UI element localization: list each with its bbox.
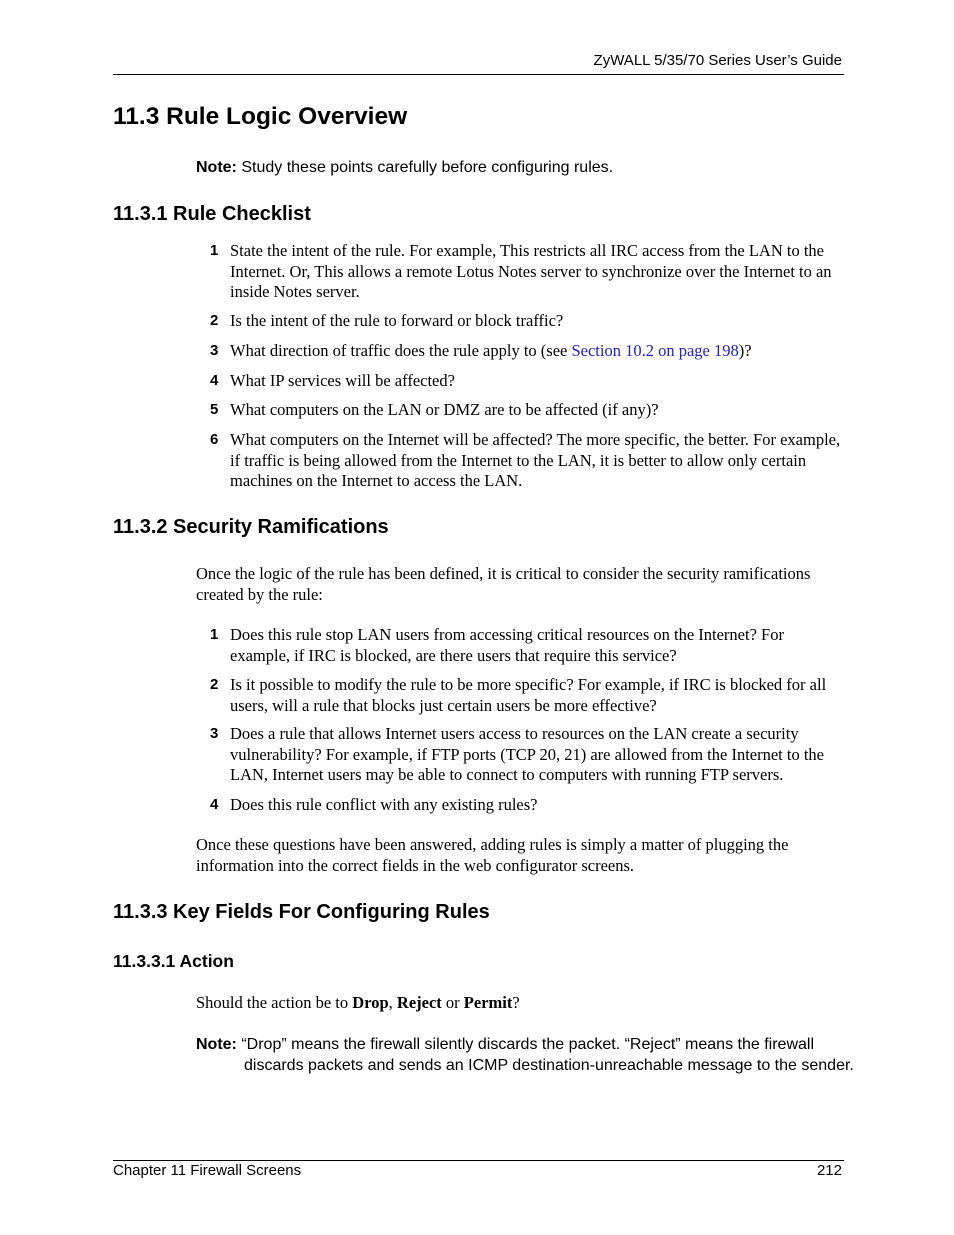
note-text: Study these points carefully before configuring rules. (236, 159, 614, 176)
security-heading: 11.3.2 Security Ramifications (113, 516, 389, 538)
item-text: What computers on the LAN or DMZ are to be affected (if any)? (230, 400, 659, 419)
footer-divider (113, 1160, 844, 1161)
checklist-item (196, 430, 842, 492)
checklist-item (196, 400, 842, 421)
checklist-heading: 11.3.1 Rule Checklist (113, 203, 311, 225)
note-text: “Drop” means the firewall silently discards the packet. “Reject” means the firewall discards packets and sends an ICMP destination-unreachable message to the sender. (236, 1036, 854, 1074)
option-reject: Reject (396, 993, 442, 1012)
item-number: 2 (210, 676, 219, 693)
action-question-prefix: Should the action be to (196, 993, 353, 1012)
item-number: 3 (210, 342, 219, 359)
action-question (196, 993, 846, 1014)
key-fields-heading: 11.3.3 Key Fields For Configuring Rules (113, 901, 490, 923)
note-label: Note: (196, 1036, 237, 1053)
checklist-item (196, 241, 842, 303)
security-intro: Once the logic of the rule has been defined, it is critical to consider the security ramifications created by the rule: (196, 564, 811, 604)
security-outro: Once these questions have been answered, adding rules is simply a matter of plugging the information into the correct fields in the web configurator screens. (196, 835, 789, 875)
item-text: Is it possible to modify the rule to be more specific? For example, if IRC is blocked for all users, will a rule that blocks just certain users be more effective? (230, 675, 827, 715)
running-header: ZyWALL 5/35/70 Series User’s Guide (593, 52, 842, 69)
note-block (196, 157, 846, 178)
section-heading: 11.3 Rule Logic Overview (113, 103, 408, 130)
item-number: 1 (210, 626, 219, 643)
item-number: 4 (210, 796, 219, 813)
item-text-before: What direction of traffic does the rule apply to (see (230, 341, 572, 360)
item-text: What computers on the Internet will be affected? The more specific, the better. For example, if traffic is being allowed from the Internet to the LAN, it is better to allow only certain machines on the Internet to access the LAN. (230, 430, 841, 490)
item-text-after: )? (738, 341, 752, 360)
security-item (196, 675, 842, 717)
page-number: 212 (816, 1162, 842, 1179)
action-question-suffix: ? (512, 993, 520, 1012)
item-number: 5 (210, 401, 219, 418)
item-text: Does this rule conflict with any existing rules? (230, 795, 538, 814)
note-label: Note: (196, 159, 237, 176)
item-text: What IP services will be affected? (230, 371, 455, 390)
item-number: 1 (210, 242, 219, 259)
option-drop: Drop (352, 993, 389, 1012)
item-text: State the intent of the rule. For example, This restricts all IRC access from the LAN to the Internet. Or, This allows a remote Lotus Notes server to synchronize over the Internet to an inside Notes server. (230, 241, 832, 301)
checklist-item (196, 341, 842, 362)
section-10-2-link[interactable]: Section 10.2 on page 198 (571, 341, 739, 360)
action-note (196, 1034, 864, 1076)
item-number: 6 (210, 431, 219, 448)
security-item (196, 795, 842, 816)
action-heading: 11.3.3.1 Action (113, 951, 234, 971)
item-number: 3 (210, 725, 219, 742)
security-item (196, 724, 842, 786)
item-text: Does a rule that allows Internet users access to resources on the LAN create a security vulnerability? For example, if FTP ports (TCP 20, 21) are allowed from the Internet to the LAN, Internet users may be able to connect to computers with running FTP servers. (230, 724, 825, 784)
checklist-item (196, 311, 842, 332)
checklist-item (196, 371, 842, 392)
header-divider (113, 74, 844, 75)
separator: , (388, 993, 397, 1012)
option-permit: Permit (463, 993, 513, 1012)
item-text: Is the intent of the rule to forward or block traffic? (230, 311, 564, 330)
item-text (230, 341, 842, 362)
item-number: 2 (210, 312, 219, 329)
item-text: Does this rule stop LAN users from accessing critical resources on the Internet? For example, if IRC is blocked, are there users that require this service? (230, 625, 784, 665)
separator: or (441, 993, 464, 1012)
item-number: 4 (210, 372, 219, 389)
footer-chapter: Chapter 11 Firewall Screens (113, 1162, 302, 1179)
security-item (196, 625, 842, 667)
